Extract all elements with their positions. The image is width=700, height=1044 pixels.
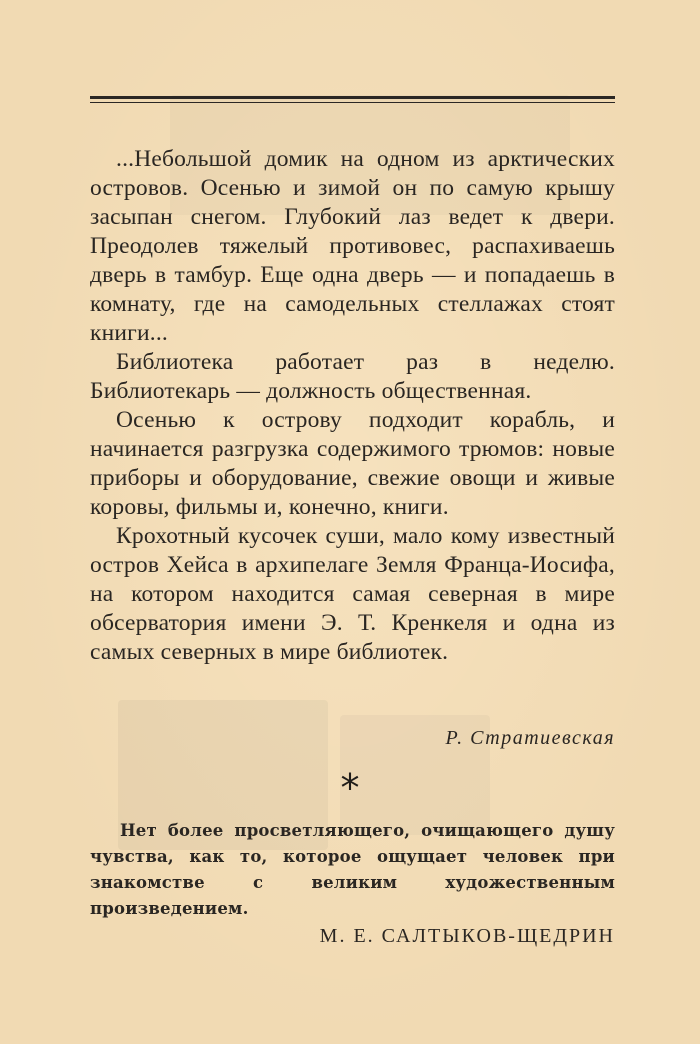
top-rule-thin [90,102,615,103]
top-rule-thick [90,96,615,99]
article-paragraph: Крохотный кусочек суши, мало кому известный остров Хейса в архипелаге Земля Франца-Иосифа, на котором находится самая северная в мире обсерватория имени Э. Т. Кренкеля и одна из самых северных в мире библиотек. [90,523,615,665]
epigraph-author: М. Е. САЛТЫКОВ-ЩЕДРИН [319,925,615,947]
epigraph [90,818,615,922]
article-paragraph: ...Небольшой домик на одном из арктических островов. Осенью и зимой он по самую крышу засыпан снегом. Глубокий лаз ведет к двери. Преодолев тяжелый противовес, распахиваешь дверь в тамбур. Еще одна дверь — и попадаешь в комнату, где на самодельных стеллажах стоят книги... [90,146,615,346]
article-author: Р. Стратиевская [445,727,615,749]
article-text [90,145,615,667]
article-paragraph: Библиотека работает раз в неделю. Библиотекарь — должность общественная. [90,349,615,404]
article-paragraph: Осенью к острову подходит корабль, и начинается разгрузка содержимого трюмов: новые приборы и оборудование, свежие овощи и живые коровы, фильмы и, конечно, книги. [90,407,615,520]
separator-asterisk: * [340,766,360,810]
epigraph-text: Нет более просветляющего, очищающего душу чувства, как то, которое ощущает человек при знакомстве с великим художественным произведением. [90,821,615,918]
